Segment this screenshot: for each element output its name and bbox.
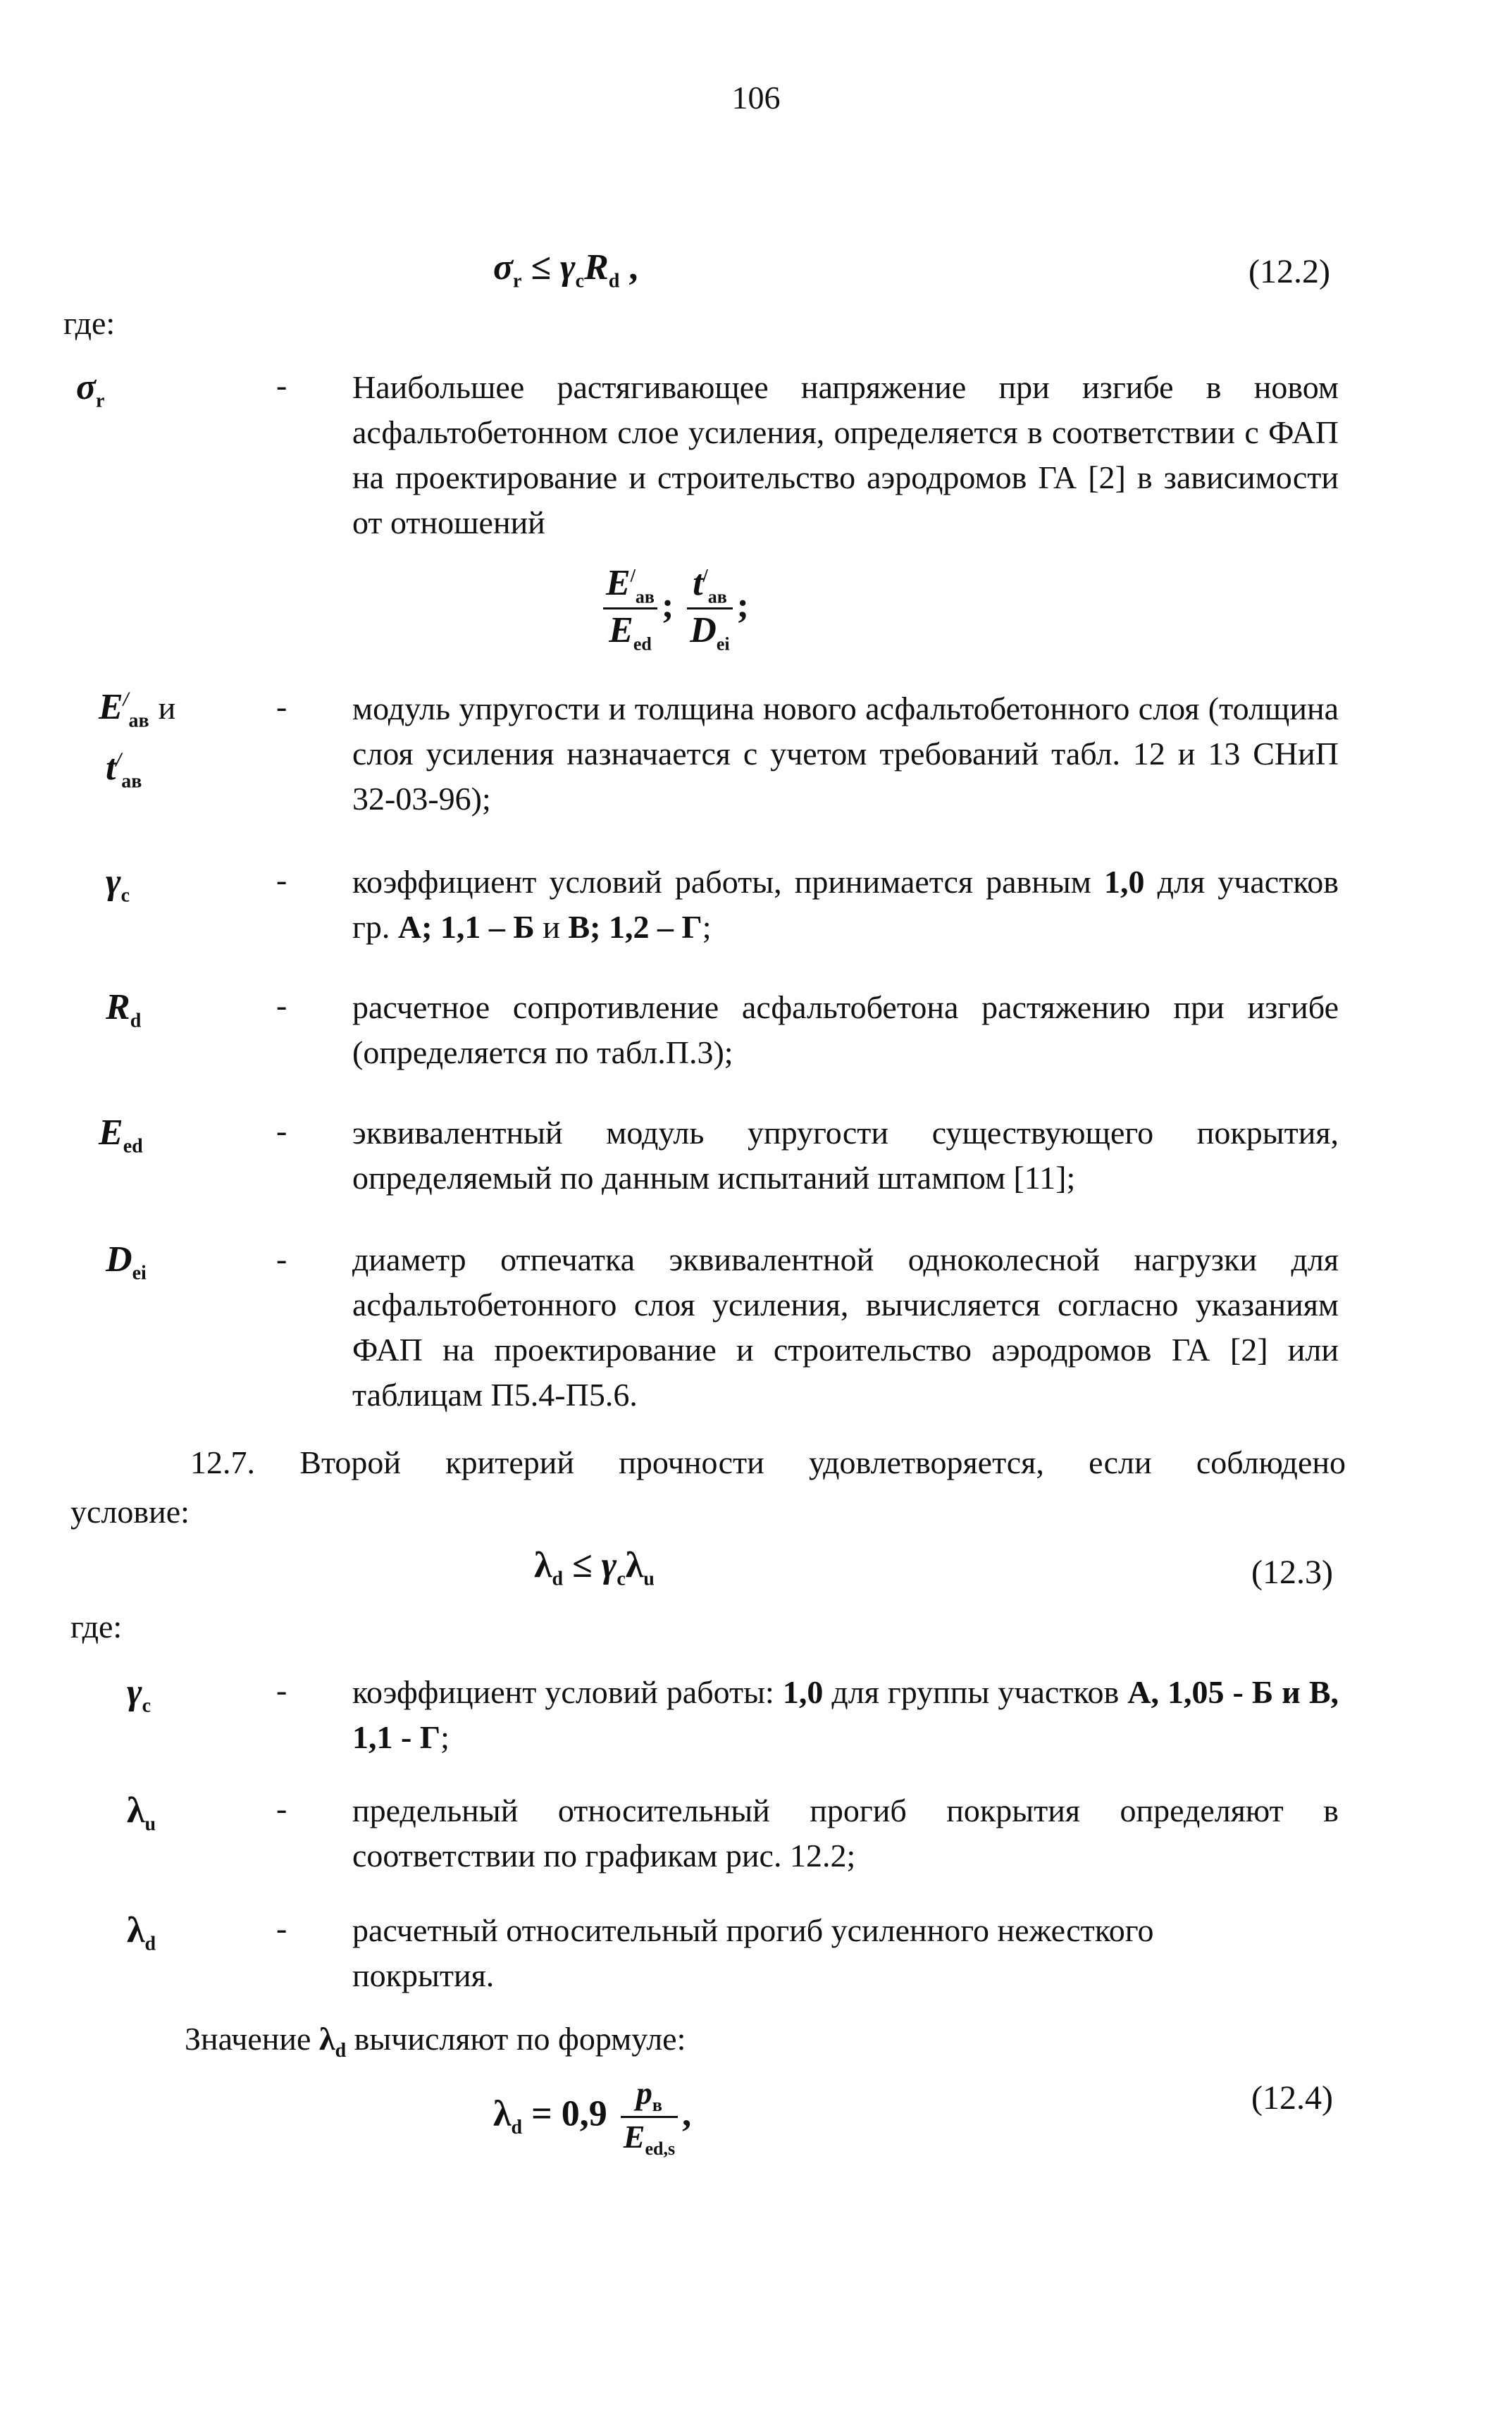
equation-12-4: $\lambda_d = 0,9$ $\frac{p_в}{E_{ed,s}}$ , bbox=[493, 2075, 692, 2160]
equation-number-12-2: (12.2) bbox=[1248, 253, 1330, 290]
definition-d-ei: диаметр отпечатка эквивалентной одноколесной нагрузки для асфальтобетонного слоя усиления, вычисляется согласно указаниям ФАП на проектирование и строительство аэродромов ГА [2] или таблицам П5.4-П5.6. bbox=[352, 1242, 1339, 1413]
symbol-d-ei: $D_{ei}$ bbox=[106, 1239, 147, 1284]
equation-number-12-3: (12.3) bbox=[1251, 1554, 1333, 1591]
definition-lambda-u: предельный относительный прогиб покрытия определяют в соответствии по графикам рис. 12.2; bbox=[352, 1792, 1339, 1874]
def-dash: - bbox=[276, 367, 287, 403]
symbol-lambda-u: $\lambda_u$ bbox=[127, 1790, 156, 1835]
definition-lambda-d: расчетный относительный прогиб усиленного нежесткого покрытия. bbox=[352, 1912, 1154, 1993]
equation-12-3: $\lambda_d \le \gamma_c\lambda_u$ bbox=[534, 1545, 655, 1590]
page-number: 106 bbox=[731, 80, 781, 116]
def-dash: - bbox=[276, 688, 287, 724]
symbol-gamma-c: $\gamma_c$ bbox=[106, 862, 130, 907]
formula-intro: Значение $\lambda_d$ вычисляют по формуле: bbox=[185, 2021, 686, 2062]
definition-gamma-c: коэффициент условий работы, принимается равным 1,0 для участков гр. А; 1,1 – Б и В; 1,2 – Г; bbox=[352, 864, 1339, 945]
symbol-gamma-c-2: $\gamma_c$ bbox=[127, 1672, 151, 1717]
paragraph-12-7-cont: условие: bbox=[70, 1494, 190, 1530]
definition-sigma-r: Наибольшее растягивающее напряжение при изгибе в новом асфальтобетонном слое усиления, определяется в соответствии с ФАП на проектирование и строительство аэродромов ГА [2] в зависимости от отношений bbox=[352, 369, 1339, 540]
def-dash: - bbox=[276, 1672, 287, 1708]
symbol-lambda-d: $\lambda_d$ bbox=[127, 1910, 156, 1955]
def-dash: - bbox=[276, 1241, 287, 1277]
symbol-e-av: $E^/_{ав}$ и bbox=[99, 687, 176, 732]
equation-number-12-4: (12.4) bbox=[1251, 2079, 1333, 2117]
symbol-sigma-r: $\sigma_r$ bbox=[76, 367, 105, 412]
where-label-2: где: bbox=[70, 1609, 123, 1645]
where-label: где: bbox=[63, 305, 116, 341]
ratio-expression: $\frac{E^/_{ав}}{E_{ed}}$ ; $\frac{t^/_{ав}}{D_{ei}}$ ; bbox=[599, 562, 749, 655]
definition-gamma-c-2: коэффициент условий работы: 1,0 для группы участков А, 1,05 - Б и В, 1,1 - Г; bbox=[352, 1674, 1339, 1755]
symbol-t-av: $t^/_{ав}$ bbox=[106, 748, 142, 793]
definition-e-t: модуль упругости и толщина нового асфальтобетонного слоя (толщина слоя усиления назначается с учетом требований табл. 12 и 13 СНиП 32-03-96); bbox=[352, 691, 1339, 817]
definition-e-ed: эквивалентный модуль упругости существующего покрытия, определяемый по данным испытаний штампом [11]; bbox=[352, 1115, 1339, 1196]
symbol-r-d: $R_d$ bbox=[106, 987, 142, 1032]
equation-12-2: $\sigma_r \le \gamma_cR_d$ , bbox=[493, 247, 638, 292]
paragraph-12-7: 12.7. Второй критерий прочности удовлетворяется, если соблюдено bbox=[190, 1444, 1346, 1480]
def-dash: - bbox=[276, 1910, 287, 1946]
def-dash: - bbox=[276, 862, 287, 898]
definition-r-d: расчетное сопротивление асфальтобетона растяжению при изгибе (определяется по табл.П.3); bbox=[352, 989, 1339, 1070]
def-dash: - bbox=[276, 1790, 287, 1826]
def-dash: - bbox=[276, 987, 287, 1023]
def-dash: - bbox=[276, 1113, 287, 1148]
symbol-e-ed: $E_{ed}$ bbox=[99, 1113, 143, 1158]
